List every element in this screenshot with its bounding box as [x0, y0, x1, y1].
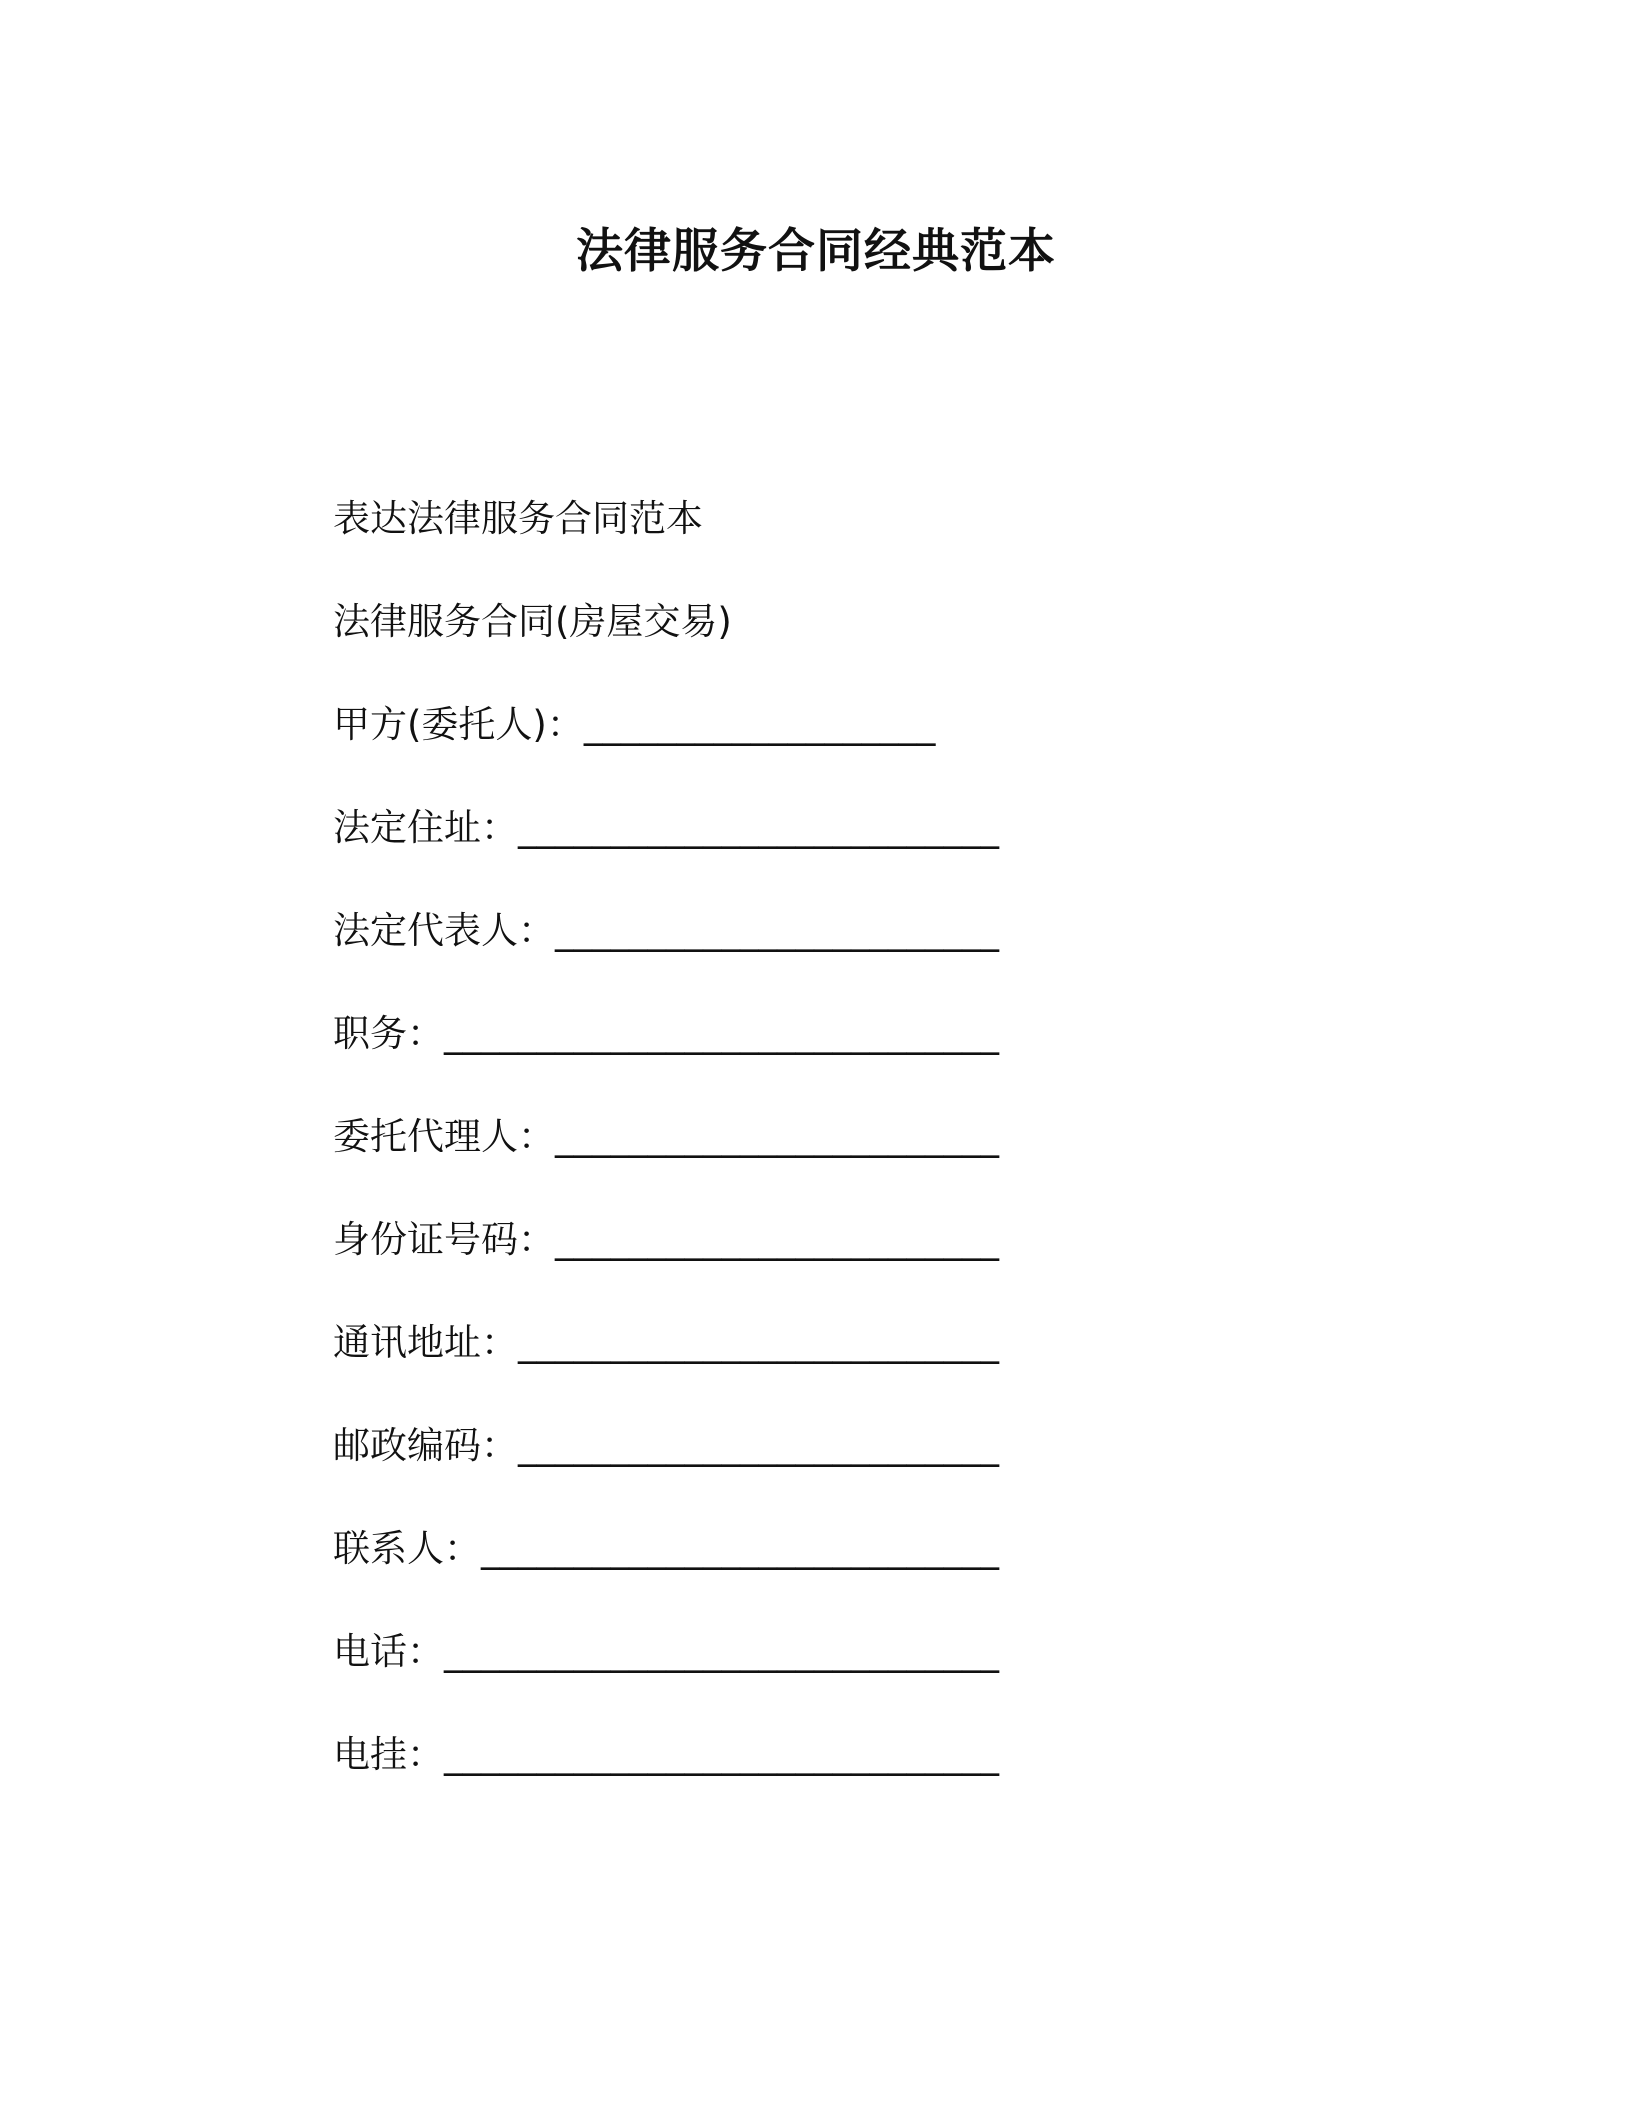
field-blank: ___________________: [583, 703, 936, 746]
field-party-a: [333, 700, 935, 750]
field-label: 身份证号码：: [333, 1218, 555, 1261]
field-mailing-address: [333, 1318, 999, 1368]
field-label: 电话：: [333, 1630, 444, 1673]
field-blank: ____________________________: [481, 1527, 999, 1570]
field-label: 委托代理人：: [333, 1115, 555, 1158]
field-blank: ______________________________: [444, 1733, 999, 1776]
field-blank: ________________________: [555, 1218, 999, 1261]
field-agent: [333, 1112, 999, 1162]
field-blank: __________________________: [518, 1321, 999, 1364]
field-label: 通讯地址：: [333, 1321, 518, 1364]
field-label: 联系人：: [333, 1527, 481, 1570]
field-legal-representative: [333, 906, 999, 956]
field-postal-code: [333, 1421, 999, 1471]
contract-name: 法律服务合同(房屋交易): [333, 600, 732, 643]
document-subtitle: 表达法律服务合同范本: [333, 497, 703, 540]
field-blank: __________________________: [518, 1424, 999, 1467]
field-legal-address: [333, 803, 999, 853]
field-label: 邮政编码：: [333, 1424, 518, 1467]
field-contact-person: [333, 1524, 999, 1574]
field-label: 职务：: [333, 1012, 444, 1055]
field-position: [333, 1009, 999, 1059]
field-phone: [333, 1627, 999, 1677]
field-label: 甲方(委托人)：: [333, 703, 584, 746]
document-title: 法律服务合同经典范本: [576, 224, 1056, 279]
field-blank: ________________________: [555, 909, 999, 952]
field-id-number: [333, 1215, 999, 1265]
field-label: 电挂：: [333, 1733, 444, 1776]
field-blank: ______________________________: [444, 1012, 999, 1055]
field-telegraph: [333, 1730, 999, 1780]
field-blank: __________________________: [518, 806, 999, 849]
field-blank: ______________________________: [444, 1630, 999, 1673]
field-blank: ________________________: [555, 1115, 999, 1158]
field-label: 法定代表人：: [333, 909, 555, 952]
field-label: 法定住址：: [333, 806, 518, 849]
